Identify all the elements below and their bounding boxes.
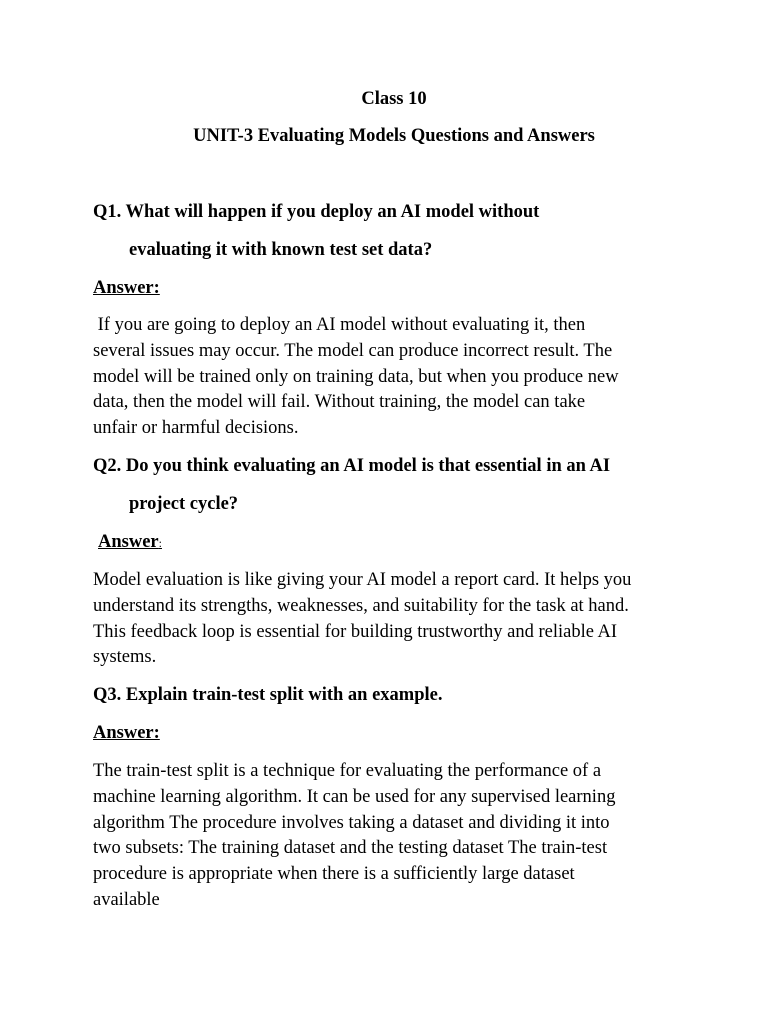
class-label: Class 10: [361, 89, 427, 109]
q2-answer-line: systems.: [93, 647, 157, 668]
q1-answer-line: several issues may occur. The model can produce incorrect result. The: [93, 340, 613, 361]
q3-answer-line: algorithm The procedure involves taking a dataset and dividing it into: [93, 812, 610, 833]
q2-answer-heading: [98, 532, 162, 553]
q1-answer-label: Answer:: [93, 278, 160, 298]
q3-answer-line: procedure is appropriate when there is a sufficiently large dataset: [93, 864, 575, 885]
q1-line1: Q1. What will happen if you deploy an AI model without: [93, 202, 540, 222]
q2-answer-label: Answer: [98, 532, 159, 552]
q3-answer-label: Answer:: [93, 723, 160, 743]
q3-answer-line: available: [93, 889, 160, 910]
q2-line1: Q2. Do you think evaluating an AI model is that essential in an AI: [93, 456, 611, 476]
q2-answer-line: This feedback loop is essential for building trustworthy and reliable AI: [93, 621, 618, 642]
q1-answer-text: [93, 313, 703, 442]
q3-answer-text: [93, 759, 703, 914]
q2-answer-text: [93, 568, 703, 671]
q2-answer-line: Model evaluation is like giving your AI model a report card. It helps you: [93, 570, 632, 590]
q2-answer-colon: :: [158, 536, 162, 550]
q1-answer-line: unfair or harmful decisions.: [93, 418, 299, 439]
q3-answer-line: two subsets: The training dataset and the testing dataset The train-test: [93, 838, 608, 859]
q3-answer-line: machine learning algorithm. It can be used for any supervised learning: [93, 786, 616, 807]
unit-title: UNIT-3 Evaluating Models Questions and Answers: [193, 126, 595, 146]
q1-answer-line: model will be trained only on training data, but when you produce new: [93, 366, 619, 387]
q3-answer-line: The train-test split is a technique for evaluating the performance of a: [93, 761, 602, 781]
q1-answer-line: If you are going to deploy an AI model without evaluating it, then: [93, 315, 586, 335]
q2-line2: project cycle?: [129, 494, 239, 514]
q1-line2: evaluating it with known test set data?: [129, 240, 433, 260]
q3-line1: Q3. Explain train-test split with an example.: [93, 685, 443, 705]
q2-answer-line: understand its strengths, weaknesses, and suitability for the task at hand.: [93, 595, 629, 616]
q1-answer-line: data, then the model will fail. Without training, the model can take: [93, 392, 586, 413]
